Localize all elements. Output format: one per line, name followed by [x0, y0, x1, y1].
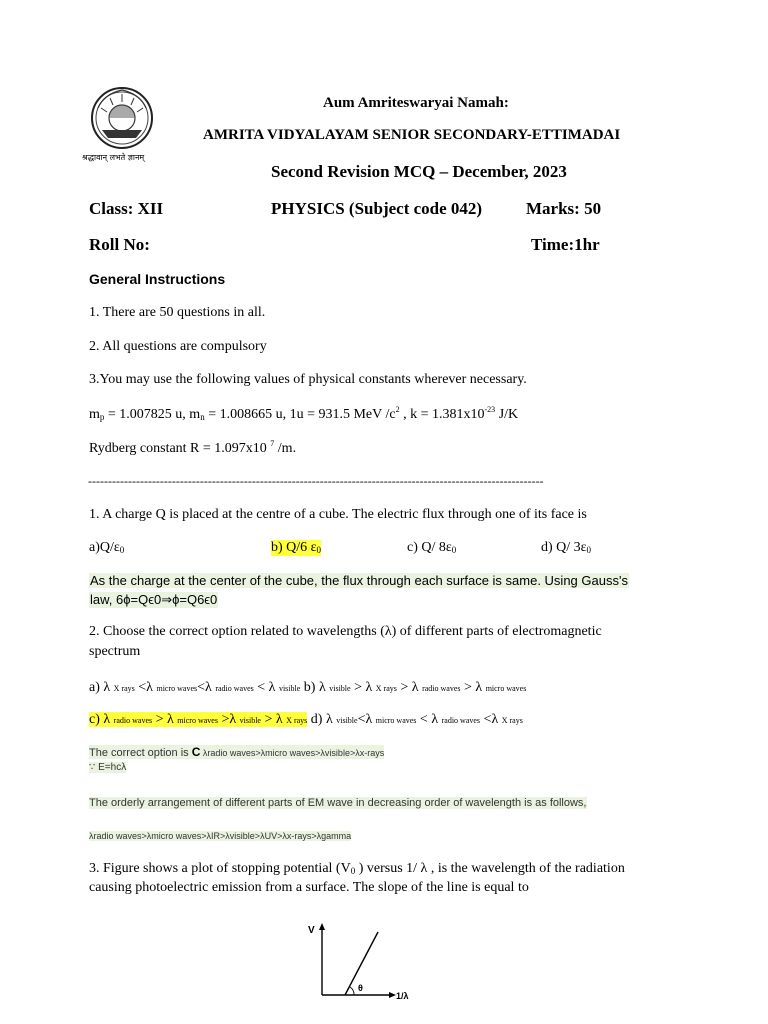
- q1-option-a: $a)Q/\varepsilon_0$: [89, 540, 125, 555]
- logo-caption: श्रद्धावान् लभते ज्ञानम्: [82, 153, 145, 162]
- q2-order-sequence: λradio waves>λmicro waves>λIR>λvisible>λUV>λx-rays>λgamma: [89, 831, 352, 841]
- instructions-heading: General Instructions: [89, 271, 226, 287]
- instruction-2: 2. All questions are compulsory: [89, 339, 267, 354]
- x-axis-arrow-icon: [389, 992, 396, 998]
- subject-label: PHYSICS (Subject code 042): [271, 199, 483, 218]
- q2-order-text: The orderly arrangement of different parts of EM wave in decreasing order of wavelength is as follows,: [89, 797, 587, 809]
- exam-title: Second Revision MCQ – December, 2023: [271, 162, 567, 181]
- roll-no-label: Roll No:: [89, 235, 150, 254]
- q1-text: 1. A charge Q is placed at the centre of a cube. The electric flux through one of its face is: [89, 507, 587, 522]
- instruction-3: 3.You may use the following values of physical constants wherever necessary.: [89, 372, 527, 387]
- q3-text-line2: causing photoelectric emission from a surface. The slope of the line is equal to: [89, 880, 529, 895]
- q3-text-line1: 3. Figure shows a plot of stopping potential ($V_0$ ) versus 1/ λ , is the wavelength of the radiation: [89, 861, 625, 876]
- q2-options-cd: c) λ radio waves > λ micro waves >λ visible > λ X rays d) λ visible<λ micro waves < λ radio waves <λ X rays: [89, 712, 523, 727]
- class-label: Class: XII: [89, 199, 164, 218]
- separator-line: ------------------------------------------------------------------------------------------------------------------: [88, 474, 544, 488]
- school-name: AMRITA VIDYALAYAM SENIOR SECONDARY-ETTIMADAI: [203, 127, 621, 143]
- angle-arc: [350, 987, 354, 995]
- marks-label: Marks: 50: [526, 199, 602, 218]
- graph-x-label: 1/λ: [396, 991, 409, 1001]
- q1-option-c: c) Q/ $8\varepsilon_0$: [407, 540, 457, 555]
- rydberg-line: Rydberg constant R = 1.097x10 $^7$ /m.: [89, 439, 297, 456]
- graph-y-label: V: [308, 925, 315, 936]
- q2-text-line1: 2. Choose the correct option related to wavelengths (λ) of different parts of electromagnetic: [89, 624, 602, 639]
- motto: Aum Amriteswaryai Namah:: [323, 95, 509, 111]
- q2-answer-formula: ∵ E=hcλ: [89, 762, 127, 773]
- q1-explanation-line2: law, 6ϕ=Qϵ0⇒ϕ=Q6ϵ0: [90, 592, 218, 607]
- time-label: Time:1hr: [531, 235, 600, 254]
- instruction-1: 1. There are 50 questions in all.: [89, 305, 266, 320]
- q2-answer: The correct option is C λradio waves>λmicro waves>λvisible>λx-rays: [89, 745, 385, 759]
- q1-option-d: d) Q/ $3\varepsilon_0$: [541, 540, 592, 555]
- stopping-potential-graph: [300, 918, 430, 1008]
- constants-line: $m_p = 1.007825$ u, $m_n = 1.008665$ u, 1u = 931.5 MeV $/c^2$ , $k = 1.381x10^{-23}$ J/K: [89, 405, 519, 422]
- graph-angle-label: θ: [358, 983, 363, 993]
- q1-explanation-line1: As the charge at the center of the cube, the flux through each surface is same. Using Gauss's: [90, 573, 628, 588]
- q2-option-c-highlighted: c) λ radio waves > λ micro waves >λ visible > λ X rays: [89, 712, 308, 727]
- q2-text-line2: spectrum: [89, 644, 141, 659]
- q2-options-ab: a) λ X rays <λ micro waves<λ radio waves < λ visible b) λ visible > λ X rays > λ radio waves > λ micro waves: [89, 680, 527, 695]
- q1-option-b-highlighted: b) Q/6 $\varepsilon_0$: [271, 540, 322, 555]
- y-axis-arrow-icon: [319, 923, 325, 930]
